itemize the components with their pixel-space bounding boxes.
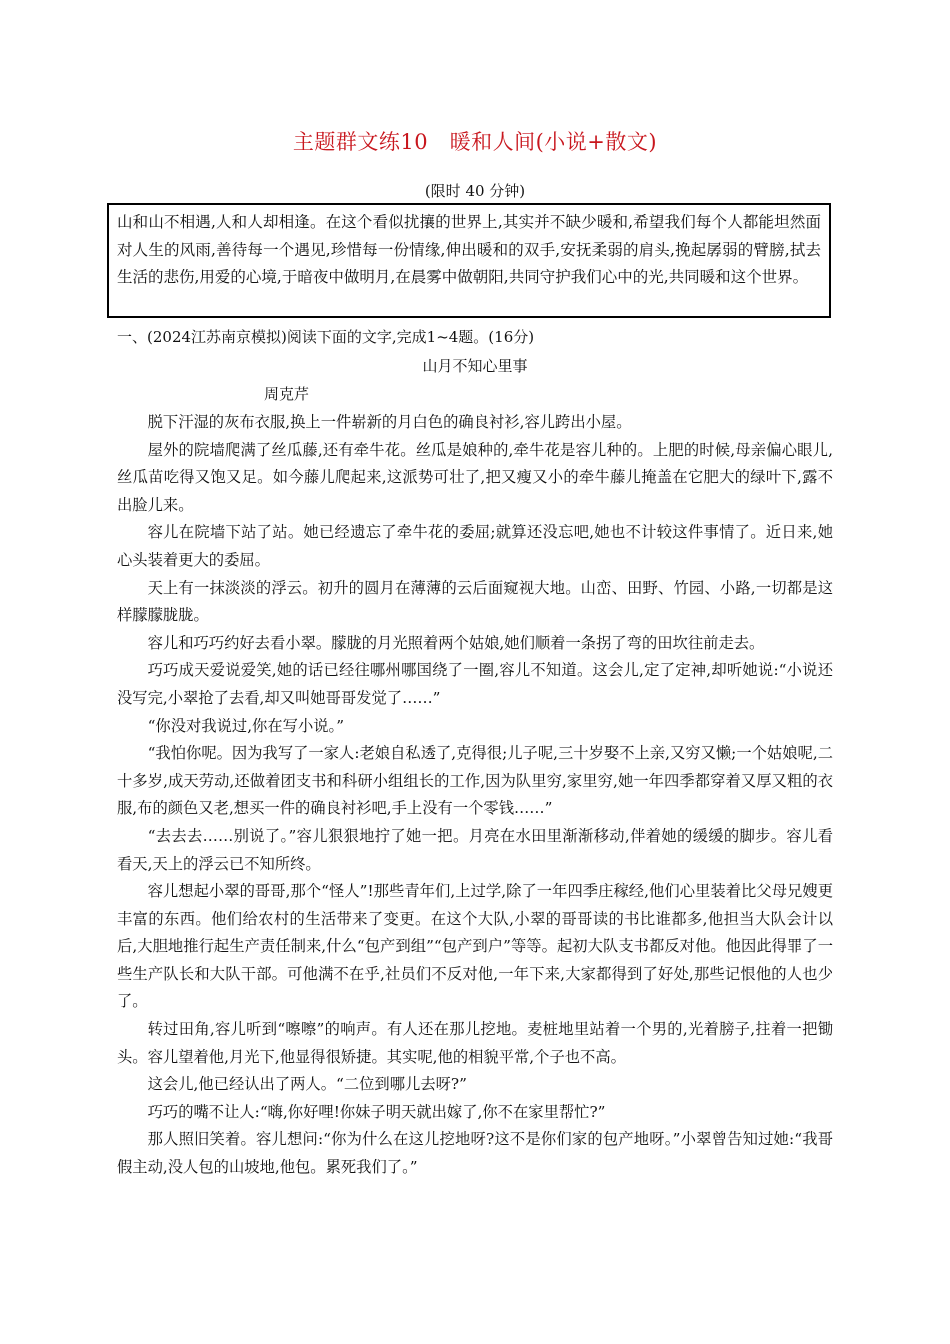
story-paragraph: 那人照旧笑着。容儿想问:“你为什么在这儿挖地呀?这不是你们家的包产地呀。”小翠曾告知过她:“我哥假主动,没人包的山坡地,他包。累死我们了。”: [117, 1130, 833, 1177]
page-title: 主题群文练10 暖和人间(小说+散文): [292, 130, 658, 154]
story-paragraph: 容儿想起小翠的哥哥,那个“怪人”!那些青年们,上过学,除了一年四季庄稼经,他们心里装着比父母兄嫂更丰富的东西。他们给农村的生活带来了变更。在这个大队,小翠的哥哥读的书比谁都多,他担当大队会计以后,大胆地推行起生产责任制来,什么“包产到组”“包产到户”等等。起初大队支书都反对他。他因此得罪了一些生产队长和大队干部。可他满不在乎,社员们不反对他,一年下来,大家都得到了好处,那些记恨他的人也少了。: [117, 882, 833, 1011]
story-paragraph: 容儿和巧巧约好去看小翠。朦胧的月光照着两个姑娘,她们顺着一条拐了弯的田坎往前走去。: [147, 633, 765, 652]
story-paragraph: 屋外的院墙爬满了丝瓜藤,还有牵牛花。丝瓜是娘种的,牵牛花是容儿种的。上肥的时候,母亲偏心眼儿,丝瓜苗吃得又饱又足。如今藤儿爬起来,这派势可壮了,把又瘦又小的牵牛藤儿掩盖在它肥大的绿叶下,露不出脸儿来。: [117, 440, 833, 514]
story-paragraph: “去去去……别说了。”容儿狠狠地拧了她一把。月亮在水田里渐渐移动,伴着她的缓缓的脚步。容儿看看天,天上的浮云已不知所终。: [117, 826, 833, 873]
story-author: 周克芹: [264, 385, 310, 403]
story-paragraph: “我怕你呢。因为我写了一家人:老娘自私透了,克得很;儿子呢,三十岁娶不上亲,又穷又懒;一个姑娘呢,二十多岁,成天劳动,还做着团支书和科研小组组长的工作,因为队里穷,家里穷,她一年四季都穿着又厚又粗的衣服,布的颜色又老,想买一件的确良衬衫吧,手上没有一个零钱……”: [117, 744, 833, 818]
time-limit: (限时 40 分钟): [424, 182, 526, 200]
story-paragraph: 巧巧成天爱说爱笑,她的话已经往哪州哪国绕了一圈,容儿不知道。这会儿,定了定神,却听她说:“小说还没写完,小翠抢了去看,却又叫她哥哥发觉了……”: [117, 661, 833, 707]
intro-box: 山和山不相遇,人和人却相逢。在这个看似扰攘的世界上,其实并不缺少暖和,希望我们每个人都能坦然面对人生的风雨,善待每一个遇见,珍惜每一份情缘,伸出暖和的双手,安抚柔弱的肩头,挽起孱弱的臂膀,拭去生活的悲伤,用爱的心境,于暗夜中做明月,在晨雾中做朝阳,共同守护我们心中的光,共同暖和这个世界。: [107, 203, 831, 318]
story-paragraph: 这会儿,他已经认出了两人。“二位到哪儿去呀?”: [147, 1075, 467, 1094]
story-body: [117, 409, 833, 1182]
question-heading: 一、(2024江苏南京模拟)阅读下面的文字,完成1~4题。(16分): [117, 328, 535, 346]
story-title: 山月不知心里事: [422, 357, 528, 375]
story-paragraph: 天上有一抹淡淡的浮云。初升的圆月在薄薄的云后面窥视大地。山峦、田野、竹园、小路,一切都是这样朦朦胧胧。: [117, 578, 833, 625]
story-paragraph: 脱下汗湿的灰布衣服,换上一件崭新的月白色的确良衬衫,容儿跨出小屋。: [147, 413, 632, 431]
story-paragraph: 巧巧的嘴不让人:“嗨,你好哩!你妹子明天就出嫁了,你不在家里帮忙?”: [147, 1102, 606, 1121]
story-paragraph: “你没对我说过,你在写小说。”: [147, 716, 345, 735]
story-paragraph: 转过田角,容儿听到“嚓嚓”的响声。有人还在那儿挖地。麦桩地里站着一个男的,光着膀子,拄着一把锄头。容儿望着他,月光下,他显得很矫捷。其实呢,他的相貌平常,个子也不高。: [117, 1020, 833, 1066]
story-paragraph: 容儿在院墙下站了站。她已经遗忘了牵牛花的委屈;就算还没忘吧,她也不计较这件事情了。近日来,她心头装着更大的委屈。: [117, 523, 833, 569]
